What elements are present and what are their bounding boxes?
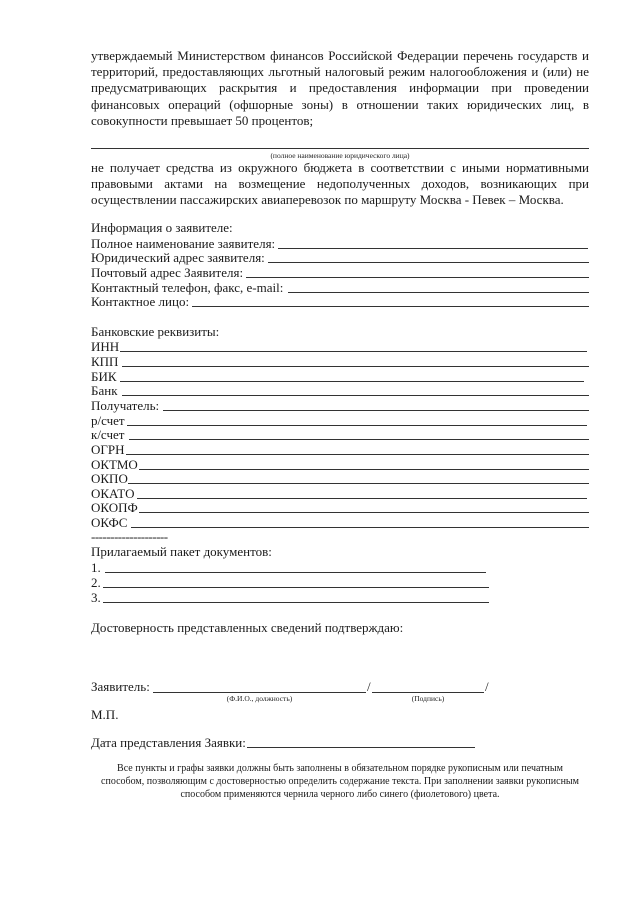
field-label: Почтовый адрес Заявителя: [91, 265, 244, 280]
field-ogrn[interactable] [91, 442, 589, 457]
field-legal-address[interactable] [91, 250, 589, 265]
field-okato[interactable] [91, 486, 589, 501]
document-item-1[interactable] [91, 560, 491, 575]
field-line[interactable] [137, 498, 587, 499]
field-label: Контактное лицо: [91, 294, 190, 309]
signature-slash-left: / [367, 679, 371, 694]
separator-dashes: -------------------- [91, 529, 168, 544]
field-label: к/счет [91, 427, 125, 442]
field-label: Юридический адрес заявителя: [91, 250, 265, 265]
field-label: Банк [91, 383, 118, 398]
field-bik[interactable] [91, 369, 589, 384]
confirmation-statement: Достоверность представленных сведений подтверждаю: [91, 620, 404, 635]
bank-details-heading: Банковские реквизиты: [91, 324, 220, 339]
sign-caption: (Подпись) [411, 694, 445, 703]
field-line[interactable] [120, 351, 587, 352]
field-line[interactable] [122, 395, 589, 396]
submission-date-label: Дата представления Заявки: [91, 735, 246, 750]
document-line[interactable] [103, 587, 489, 588]
field-line[interactable] [278, 248, 588, 249]
field-line[interactable] [246, 277, 589, 278]
field-line[interactable] [163, 410, 589, 411]
field-label: ОКФС [91, 515, 128, 530]
stamp-place-label: М.П. [91, 707, 119, 722]
field-label: ОКТМО [91, 457, 138, 472]
submission-date-line[interactable] [247, 747, 475, 748]
eligibility-paragraph: утверждаемый Министерством финансов Российской Федерации перечень государств и территорий, предоставляющих льготный налоговый режим налогообложения и (или) не предусматривающих раскрытия и предоставления информации при проведении финансовых операций (офшорные зоны) в отношении таких юридических лиц, в совокупности превышает 50 процентов; [91, 48, 589, 128]
applicant-signature-label: Заявитель: [91, 679, 150, 694]
field-line[interactable] [128, 483, 589, 484]
field-kpp[interactable] [91, 354, 589, 369]
field-label: ОКОПФ [91, 500, 138, 515]
field-label: ИНН [91, 339, 120, 354]
document-line[interactable] [105, 572, 486, 573]
document-number: 1. [91, 560, 101, 575]
field-label: Контактный телефон, факс, e-mail: [91, 280, 284, 295]
field-oktmo[interactable] [91, 457, 589, 472]
field-label: Полное наименование заявителя: [91, 236, 276, 251]
field-recipient[interactable] [91, 398, 589, 413]
field-line[interactable] [268, 262, 589, 263]
signature-slash-right: / [485, 679, 489, 694]
field-label: ОГРН [91, 442, 125, 457]
applicant-sign-line[interactable] [372, 692, 484, 693]
field-okpo[interactable] [91, 471, 589, 486]
field-line[interactable] [120, 381, 584, 382]
field-label: р/счет [91, 413, 125, 428]
full-name-line[interactable] [91, 148, 589, 149]
field-okfs[interactable] [91, 515, 589, 530]
document-item-2[interactable] [91, 575, 491, 590]
field-okopf[interactable] [91, 500, 589, 515]
field-line[interactable] [122, 366, 589, 367]
document-number: 3. [91, 590, 101, 605]
field-contact-phone[interactable] [91, 280, 589, 295]
document-number: 2. [91, 575, 101, 590]
full-name-caption: (полное наименование юридического лица) [270, 151, 410, 160]
field-line[interactable] [192, 306, 589, 307]
field-label: КПП [91, 354, 119, 369]
document-item-3[interactable] [91, 590, 491, 605]
completion-instructions: Все пункты и графы заявки должны быть заполнены в обязательном порядке рукописным или печатным способом, позволяющим с достоверностью определить содержание текста. При заполнении заявки рукописным способом применяются чернила черного либо синего (фиолетового) цвета. [101, 763, 579, 800]
field-line[interactable] [127, 425, 587, 426]
applicant-info-heading: Информация о заявителе: [91, 220, 233, 235]
subsidy-paragraph: не получает средства из окружного бюджета в соответствии с иными нормативными правовыми актами на возмещение недополученных доходов, возникающих при осуществлении пассажирских авиаперевозок по маршруту Москва - Певек – Москва. [91, 160, 589, 208]
field-inn[interactable] [91, 339, 589, 354]
field-line[interactable] [131, 527, 589, 528]
field-line[interactable] [139, 469, 589, 470]
field-label: ОКПО [91, 471, 128, 486]
field-label: Получатель: [91, 398, 160, 413]
field-label: БИК [91, 369, 117, 384]
field-line[interactable] [139, 512, 589, 513]
field-line[interactable] [126, 454, 589, 455]
document-line[interactable] [103, 602, 489, 603]
field-line[interactable] [129, 439, 589, 440]
field-contact-person[interactable] [91, 294, 589, 309]
field-correspondent-account[interactable] [91, 427, 589, 442]
name-position-caption: (Ф.И.О., должность) [226, 694, 293, 703]
field-full-name[interactable] [91, 236, 589, 251]
documents-heading: Прилагаемый пакет документов: [91, 544, 272, 559]
field-settlement-account[interactable] [91, 413, 589, 428]
field-postal-address[interactable] [91, 265, 589, 280]
field-label: ОКАТО [91, 486, 135, 501]
field-line[interactable] [288, 292, 589, 293]
applicant-name-line[interactable] [153, 692, 366, 693]
field-bank[interactable] [91, 383, 589, 398]
